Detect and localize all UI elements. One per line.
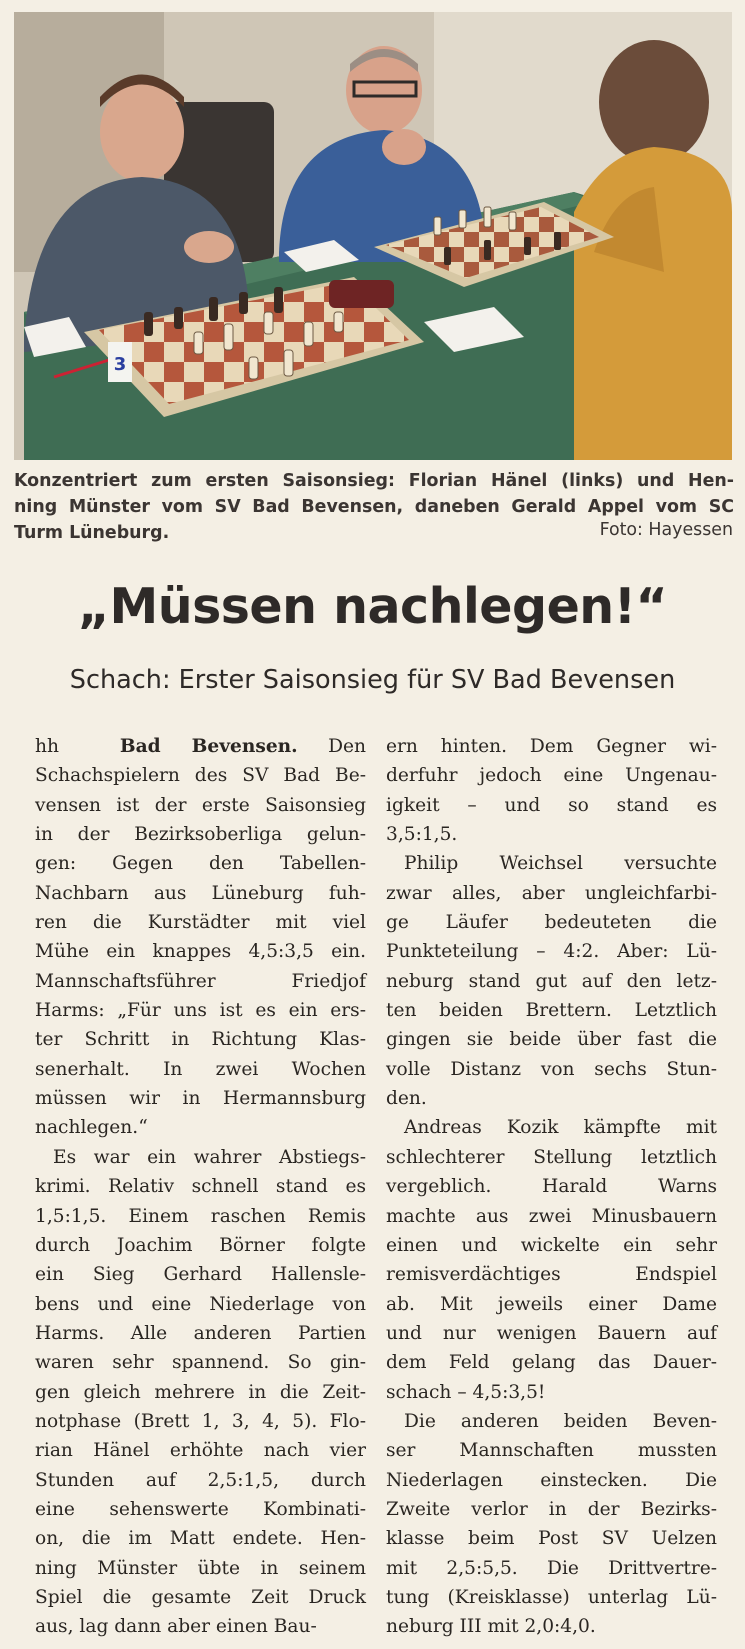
body-line: krimi. Relativ schnell stand es [35, 1176, 366, 1198]
body-line: remisverdächtiges Endspiel [386, 1264, 717, 1286]
body-line: ter Schritt in Richtung Klas- [35, 1029, 366, 1051]
body-line: mit 2,5:5,5. Die Drittvertre- [386, 1557, 717, 1579]
body-line: Nachbarn aus Lüneburg fuh- [35, 882, 366, 904]
body-line: aus, lag dann aber einen Bau- [35, 1616, 317, 1638]
board-number-label: 3 [113, 354, 127, 375]
body-line: senerhalt. In zwei Wochen [35, 1058, 366, 1080]
body-line: in der Bezirksoberliga gelun- [35, 824, 366, 846]
author-initials: hh [35, 736, 59, 757]
dateline-place: Bad Bevensen. [119, 736, 298, 757]
body-line: ge Läufer bedeuteten die [386, 912, 717, 934]
body-line: ab. Mit jeweils einer Dame [386, 1293, 717, 1315]
body-line: igkeit – und so stand es [386, 794, 717, 816]
body-line: ning Münster übte in seinem [35, 1557, 366, 1579]
body-line: durch Joachim Börner folgte [35, 1234, 366, 1256]
body-line: tung (Kreisklasse) unterlag Lü- [386, 1586, 717, 1608]
body-line: eine sehenswerte Kombinati- [35, 1498, 366, 1520]
body-line: neburg III mit 2,0:4,0. [386, 1616, 596, 1638]
body-line: ein Sieg Gerhard Hallensle- [35, 1264, 366, 1286]
body-line: vergeblich. Harald Warns [386, 1176, 717, 1198]
article-left-column [35, 732, 366, 1642]
body-line: Zweite verlor in der Bezirks- [386, 1498, 717, 1520]
body-line: zwar alles, aber ungleichfarbi- [386, 882, 717, 904]
body-line: schach – 4,5:3,5! [386, 1381, 546, 1403]
body-line: Philip Weichsel versuchte [404, 853, 717, 875]
body-line: gen: Gegen den Tabellen- [35, 853, 366, 875]
body-line: Spiel die gesamte Zeit Druck [35, 1586, 366, 1608]
caption-line: Turm Lüneburg. [14, 523, 170, 543]
body-line: klasse beim Post SV Uelzen [386, 1528, 717, 1550]
body-line: ren die Kurstädter mit viel [35, 912, 366, 934]
photo-credit: Foto: Hayessen [599, 520, 733, 540]
body-line: Schachspielern des SV Bad Be- [35, 765, 366, 787]
dateline-line [35, 732, 366, 761]
body-line: Mannschaftsführer Friedjof [35, 970, 366, 992]
body-line: neburg stand gut auf den letz- [386, 970, 717, 992]
body-line: dem Feld gelang das Dauer- [386, 1352, 717, 1374]
body-line: waren sehr spannend. So gin- [35, 1352, 366, 1374]
caption-line: ning Münster vom SV Bad Bevensen, daneben Gerald Appel vom SC [14, 497, 734, 517]
body-line: und nur wenigen Bauern auf [386, 1322, 717, 1344]
body-line: derfuhr jedoch eine Ungenau- [386, 765, 717, 787]
body-line: Niederlagen einstecken. Die [386, 1469, 717, 1491]
news-photo [14, 12, 732, 460]
body-line: nachlegen.“ [35, 1117, 148, 1139]
body-line: 3,5:1,5. [386, 824, 458, 846]
body-line: Die anderen beiden Beven- [404, 1410, 717, 1432]
body-line: on, die im Matt endete. Hen- [35, 1528, 366, 1550]
body-line: gingen sie beide über fast die [386, 1029, 717, 1051]
body-line: einen und wickelte ein sehr [386, 1234, 717, 1256]
body-line: Harms. Alle anderen Partien [35, 1322, 366, 1344]
body-line: volle Distanz von sechs Stun- [386, 1058, 717, 1080]
article-right-column [386, 732, 717, 1642]
caption-line: Konzentriert zum ersten Saisonsieg: Florian Hänel (links) und Hen- [14, 471, 734, 491]
body-line: schlechterer Stellung letztlich [386, 1146, 717, 1168]
body-line: Punkteteilung – 4:2. Aber: Lü- [386, 941, 717, 963]
body-line: Mühe ein knappes 4,5:3,5 ein. [35, 941, 366, 963]
body-line: müssen wir in Hermannsburg [35, 1088, 366, 1110]
body-line: machte aus zwei Minusbauern [386, 1205, 717, 1227]
body-line: ten beiden Brettern. Letztlich [386, 1000, 717, 1022]
body-line: bens und eine Niederlage von [35, 1293, 366, 1315]
body-line: gen gleich mehrere in die Zeit- [35, 1381, 366, 1403]
body-line: Harms: „Für uns ist es ein ers- [35, 1000, 366, 1022]
body-line: Den [328, 736, 367, 757]
body-line: ser Mannschaften mussten [386, 1440, 717, 1462]
body-line: Andreas Kozik kämpfte mit [404, 1117, 717, 1139]
headline: „Müssen nachlegen!“ [77, 578, 668, 635]
body-line: Es war ein wahrer Abstiegs- [53, 1146, 366, 1168]
body-line: vensen ist der erste Saisonsieg [35, 794, 366, 816]
body-line: notphase (Brett 1, 3, 4, 5). Flo- [35, 1410, 366, 1432]
body-line: rian Hänel erhöhte nach vier [35, 1440, 366, 1462]
subheadline: Schach: Erster Saisonsieg für SV Bad Bevensen [69, 665, 676, 695]
body-line: den. [386, 1088, 427, 1110]
chess-match-photo [14, 12, 732, 460]
body-line: Stunden auf 2,5:1,5, durch [35, 1469, 366, 1491]
body-line: 1,5:1,5. Einem raschen Remis [35, 1205, 366, 1227]
body-line: ern hinten. Dem Gegner wi- [386, 736, 717, 757]
